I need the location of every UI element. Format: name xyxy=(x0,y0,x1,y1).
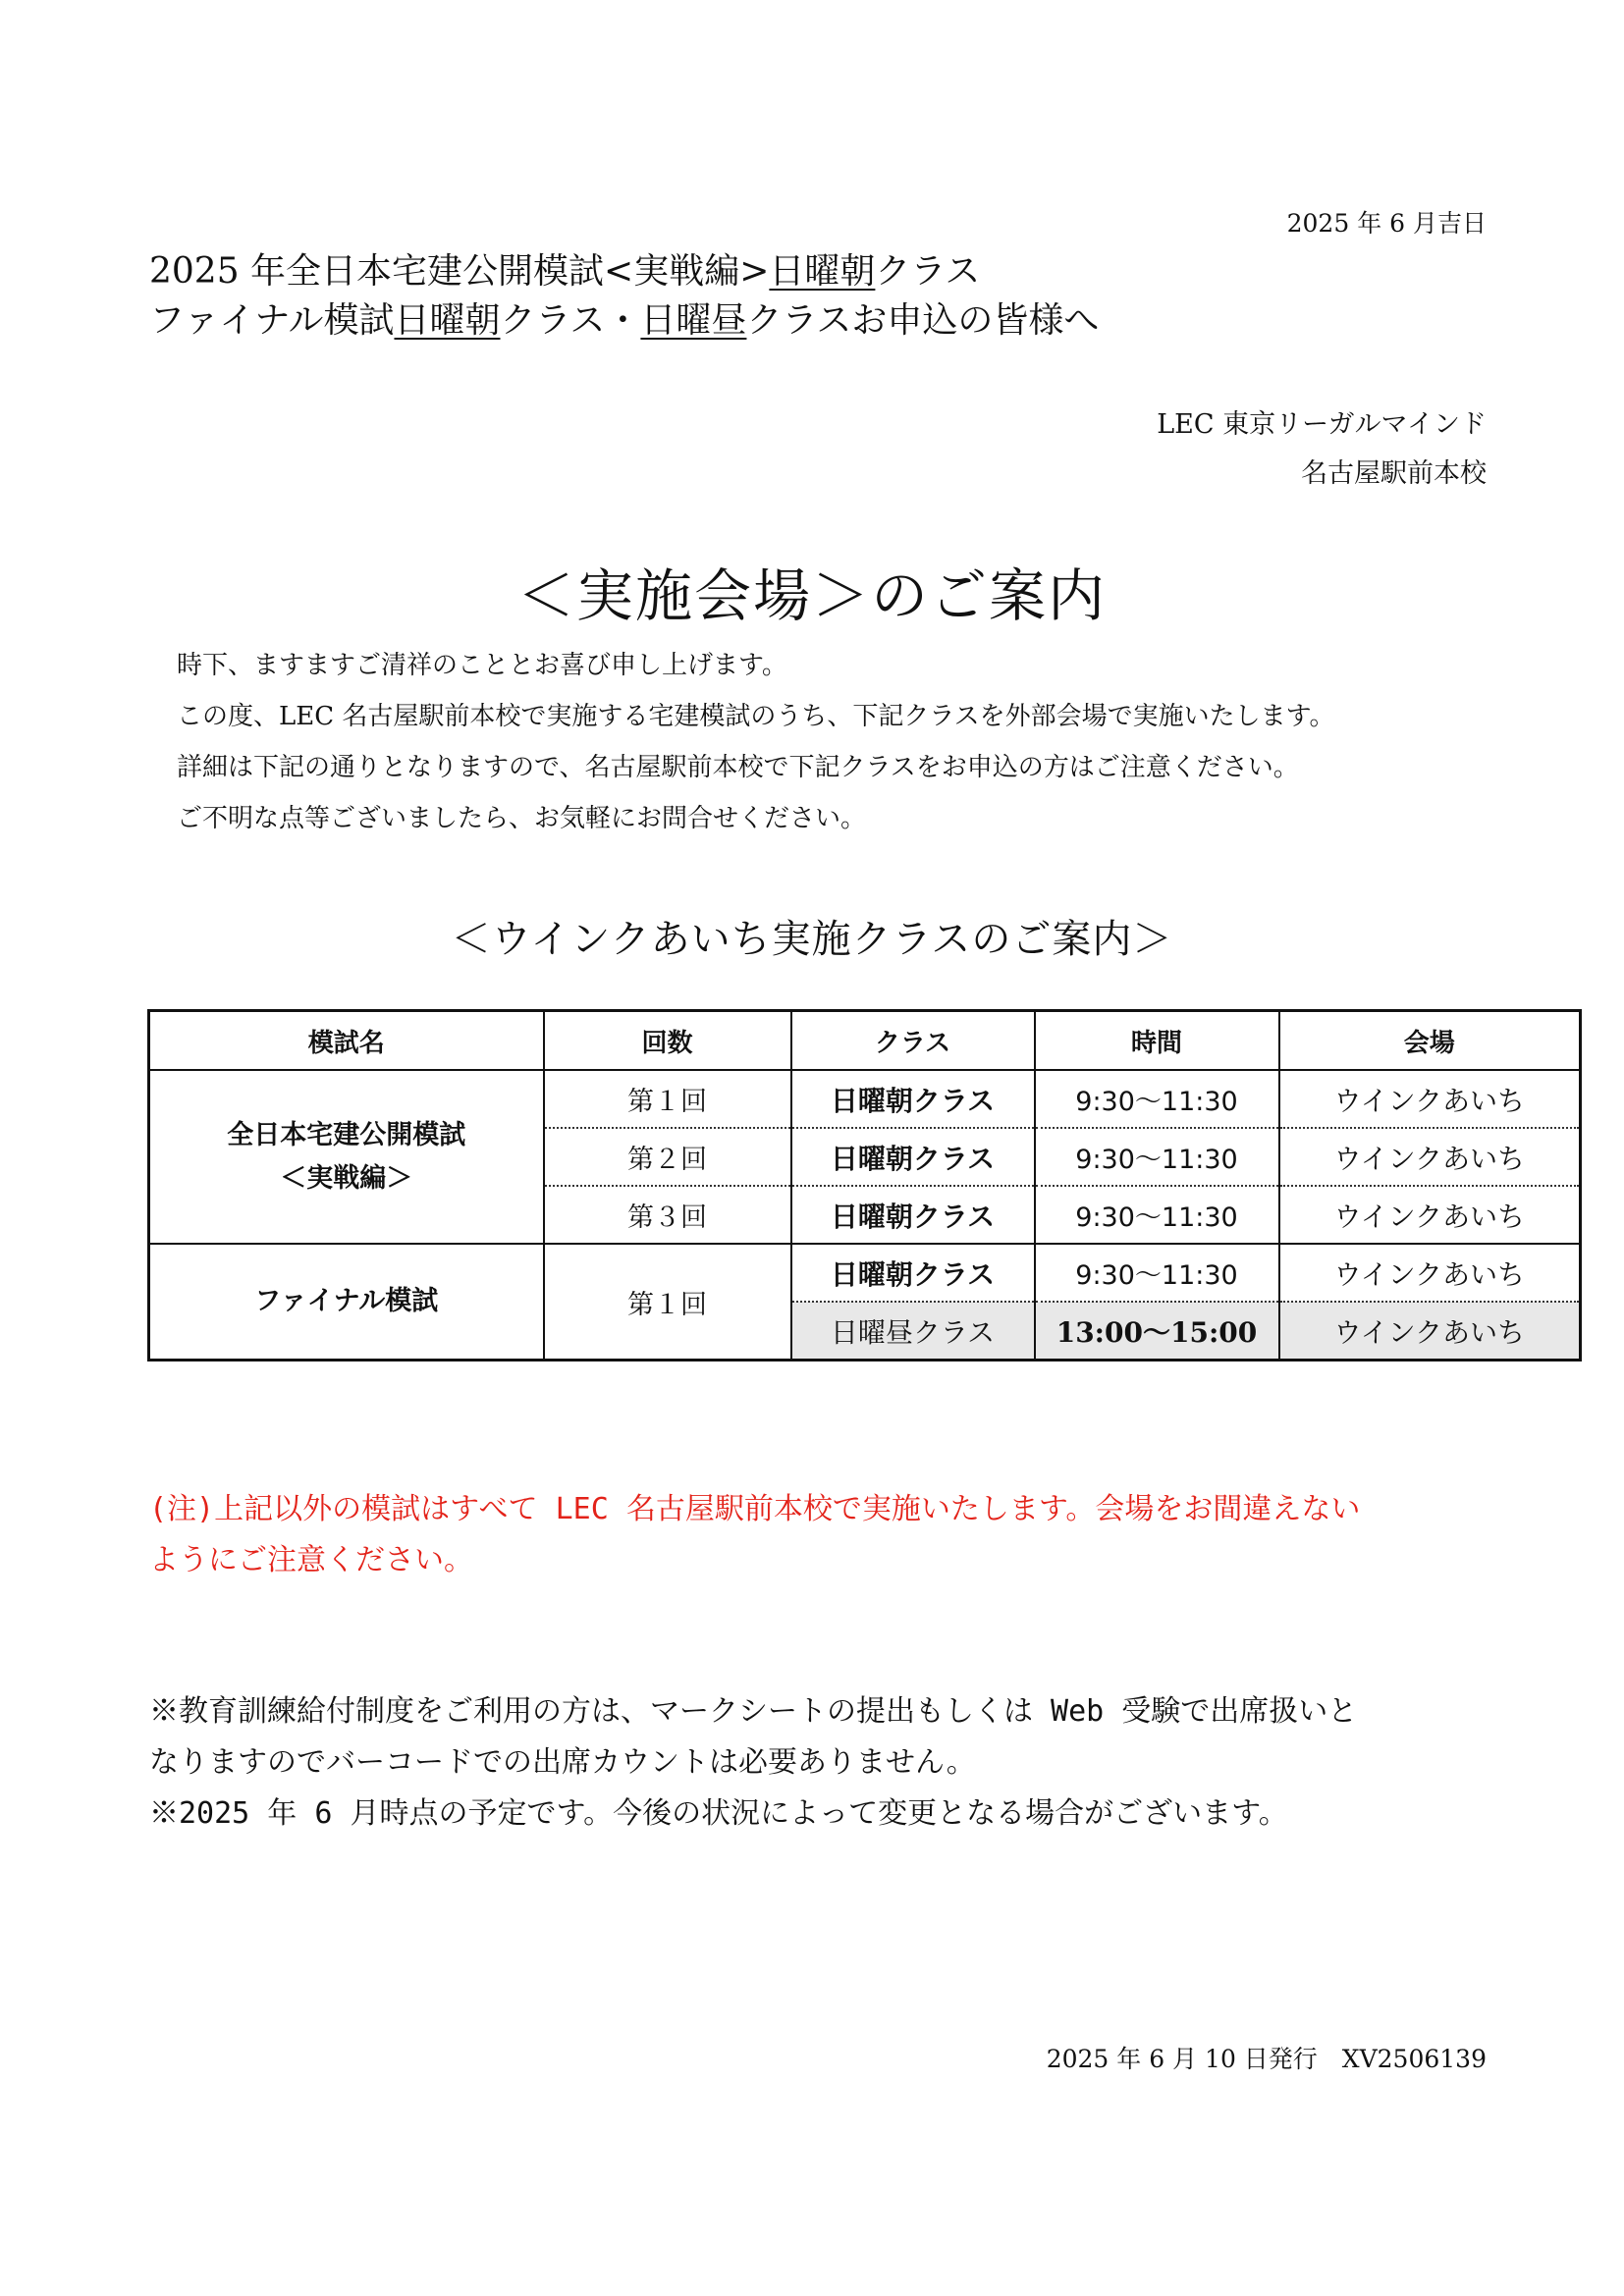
issue-date-top: 2025 年 6 月吉日 xyxy=(1286,209,1487,238)
exam-name-cell xyxy=(149,1070,544,1244)
class-cell: 日曜朝クラス xyxy=(791,1070,1035,1128)
class-cell: 日曜朝クラス xyxy=(791,1244,1035,1302)
venue-cell: ウインクあいち xyxy=(1279,1128,1581,1186)
venue-cell: ウインクあいち xyxy=(1279,1186,1581,1244)
time-cell: 9:30～11:30 xyxy=(1035,1128,1279,1186)
exam-subtitle: ＜実戦編＞ xyxy=(280,1162,413,1194)
class-cell: 日曜昼クラス xyxy=(791,1302,1035,1361)
note-line: ※教育訓練給付制度をご利用の方は、マークシートの提出もしくは Web 受験で出席扱いと xyxy=(149,1694,1358,1729)
sender-organization: LEC 東京リーガルマインド xyxy=(1157,409,1487,440)
count-cell: 第１回 xyxy=(544,1244,791,1361)
addressee-block xyxy=(149,247,1099,346)
section-title: ＜ウインクあいち実施クラスのご案内＞ xyxy=(451,917,1173,962)
venue-cell: ウインクあいち xyxy=(1279,1070,1581,1128)
intro-line: この度、LEC 名古屋駅前本校で実施する宅建模試のうち、下記クラスを外部会場で実施いたします。 xyxy=(177,702,1335,731)
venue-cell: ウインクあいち xyxy=(1279,1302,1581,1361)
header-venue: 会場 xyxy=(1279,1011,1581,1071)
addressee-line-1: 2025 年全日本宅建公開模試<実戦編>日曜朝クラス xyxy=(149,251,981,292)
sender-block xyxy=(1157,400,1487,499)
header-time: 時間 xyxy=(1035,1011,1279,1071)
venue-table xyxy=(147,1009,1582,1362)
intro-line: 詳細は下記の通りとなりますので、名古屋駅前本校で下記クラスをお申込の方はご注意ください。 xyxy=(177,753,1299,782)
venue-cell: ウインクあいち xyxy=(1279,1244,1581,1302)
class-cell: 日曜朝クラス xyxy=(791,1128,1035,1186)
header-class: クラス xyxy=(791,1011,1035,1071)
note-line: ※2025 年 6 月時点の予定です。今後の状況によって変更となる場合がございます。 xyxy=(149,1796,1288,1831)
page-title: ＜実施会場＞のご案内 xyxy=(516,562,1107,629)
class-cell: 日曜朝クラス xyxy=(791,1186,1035,1244)
addressee-line-2: ファイナル模試日曜朝クラス・日曜昼クラスお申込の皆様へ xyxy=(149,300,1100,341)
note-line: (注)上記以外の模試はすべて LEC 名古屋駅前本校で実施いたします。会場をお間違えない xyxy=(149,1492,1361,1526)
header-count: 回数 xyxy=(544,1011,791,1071)
count-cell: 第１回 xyxy=(544,1070,791,1128)
time-cell: 9:30～11:30 xyxy=(1035,1070,1279,1128)
additional-notes xyxy=(149,1686,1357,1840)
time-cell: 13:00～15:00 xyxy=(1035,1302,1279,1361)
sender-branch: 名古屋駅前本校 xyxy=(1301,458,1487,489)
intro-paragraph xyxy=(177,640,1335,844)
note-line: ようにご注意ください。 xyxy=(149,1543,473,1577)
issue-date-footer: 2025 年 6 月 10 日発行 XV2506139 xyxy=(1046,2045,1487,2073)
exam-name-cell: ファイナル模試 xyxy=(149,1244,544,1361)
table-header-row xyxy=(149,1011,1581,1071)
intro-line: 時下、ますますご清祥のこととお喜び申し上げます。 xyxy=(177,651,787,680)
table-row xyxy=(149,1070,1581,1128)
header-exam: 模試名 xyxy=(149,1011,544,1071)
count-cell: 第２回 xyxy=(544,1128,791,1186)
time-cell: 9:30～11:30 xyxy=(1035,1244,1279,1302)
venue-warning-note xyxy=(149,1484,1360,1586)
intro-line: ご不明な点等ございましたら、お気軽にお問合せください。 xyxy=(177,804,867,833)
time-cell: 9:30～11:30 xyxy=(1035,1186,1279,1244)
table-row xyxy=(149,1244,1581,1302)
count-cell: 第３回 xyxy=(544,1186,791,1244)
exam-name: 全日本宅建公開模試 xyxy=(227,1119,466,1150)
note-line: なりますのでバーコードでの出席カウントは必要ありません。 xyxy=(149,1745,976,1780)
